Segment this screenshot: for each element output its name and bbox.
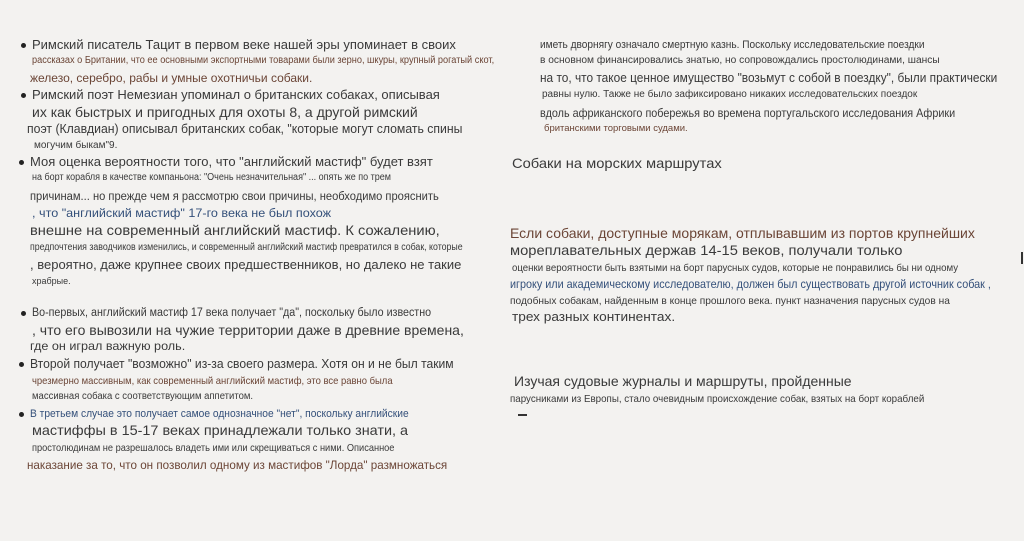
text-line: Во-первых, английский мастиф 17 века получает "да", поскольку было известно <box>32 307 432 319</box>
bullet-icon <box>21 311 26 316</box>
text-line: Римский поэт Немезиан упоминал о британских собаках, описывая <box>32 87 440 102</box>
text-line: массивная собака с соответствующим аппетитом. <box>32 391 254 402</box>
text-line: игроку или академическому исследователю, должен был существовать другой источник собак , <box>510 277 991 291</box>
text-line: на борт корабля в качестве компаньона: "Очень незначительная" ... опять же по трем <box>32 172 391 183</box>
text-line: равны нулю. Также не было зафиксировано никаких исследовательских поездок <box>542 89 918 100</box>
text-line: Моя оценка вероятности того, что "английский мастиф" будет взят <box>30 154 433 169</box>
bullet-icon <box>21 43 26 48</box>
dash-mark <box>518 414 527 416</box>
text-line: простолюдинам не разрешалось владеть ими или скрещиваться с ними. Описанное <box>32 442 395 454</box>
text-line: Изучая судовые журналы и маршруты, пройденные <box>514 373 852 389</box>
text-line: поэт (Клавдиан) описывал британских собак, "которые могут сломать спины <box>27 122 463 136</box>
text-line: могучим быкам"9. <box>34 140 118 151</box>
text-line: мореплавательных держав 14-15 веков, получали только <box>510 242 903 258</box>
text-line: рассказах о Британии, что ее основными экспортными товарами были зерно, шкуры, крупный рогатый скот, <box>32 55 495 66</box>
text-line: наказание за то, что он позволил одному из мастифов "Лорда" размножаться <box>27 458 448 472</box>
text-line: где он играл важную роль. <box>30 339 186 353</box>
text-line: мастиффы в 15-17 веках принадлежали только знати, а <box>32 422 409 438</box>
text-line: , вероятно, даже крупнее своих предшественников, но далеко не такие <box>30 257 462 272</box>
text-line: предпочтения заводчиков изменились, и современный английский мастиф превратился в собак, которые <box>30 242 463 253</box>
text-line: , что его вывозили на чужие территории даже в древние времена, <box>32 322 464 338</box>
section-heading: Собаки на морских маршрутах <box>512 155 722 171</box>
bullet-icon <box>19 362 24 367</box>
text-line: внешне на современный английский мастиф. К сожалению, <box>30 222 440 238</box>
text-line: оценки вероятности быть взятыми на борт парусных судов, которые не понравились бы ни одному <box>512 262 959 274</box>
text-line: , что "английский мастиф" 17-го века не был похож <box>32 206 332 220</box>
text-line: в основном финансировались знатью, но сопровождались простолюдинами, шансы <box>540 55 940 66</box>
text-line: на то, что такое ценное имущество "возьмут с собой в поездку", были практически <box>540 71 998 85</box>
text-line: вдоль африканского побережья во времена португальского исследования Африки <box>540 106 956 120</box>
text-cursor <box>1021 252 1023 264</box>
text-line: Второй получает "возможно" из-за своего размера. Хотя он и не был таким <box>30 357 454 371</box>
text-line: причинам... но прежде чем я рассмотрю свои причины, необходимо прояснить <box>30 191 439 203</box>
bullet-icon <box>19 160 24 165</box>
text-line: их как быстрых и пригодных для охоты 8, а другой римский <box>32 104 418 120</box>
text-line: Если собаки, доступные морякам, отплывавшим из портов крупнейших <box>510 225 975 241</box>
text-line: британскими торговыми судами. <box>544 123 688 134</box>
text-line: В третьем случае это получает самое однозначное "нет", поскольку английские <box>30 408 409 420</box>
text-line: Римский писатель Тацит в первом веке нашей эры упоминает в своих <box>32 37 456 52</box>
text-line: храбрые. <box>32 276 71 286</box>
text-line: подобных собакам, найденным в конце прошлого века. пункт назначения парусных судов на <box>510 295 950 307</box>
text-line: железо, серебро, рабы и умные охотничьи собаки. <box>30 71 313 85</box>
bullet-icon <box>21 93 26 98</box>
text-line: чрезмерно массивным, как современный английский мастиф, это все равно была <box>32 375 393 387</box>
text-line: иметь дворнягу означало смертную казнь. Поскольку исследовательские поездки <box>540 39 925 51</box>
text-line: парусниками из Европы, стало очевидным происхождение собак, взятых на борт кораблей <box>510 393 925 405</box>
text-line: трех разных континентах. <box>512 309 676 324</box>
bullet-icon <box>19 412 24 417</box>
